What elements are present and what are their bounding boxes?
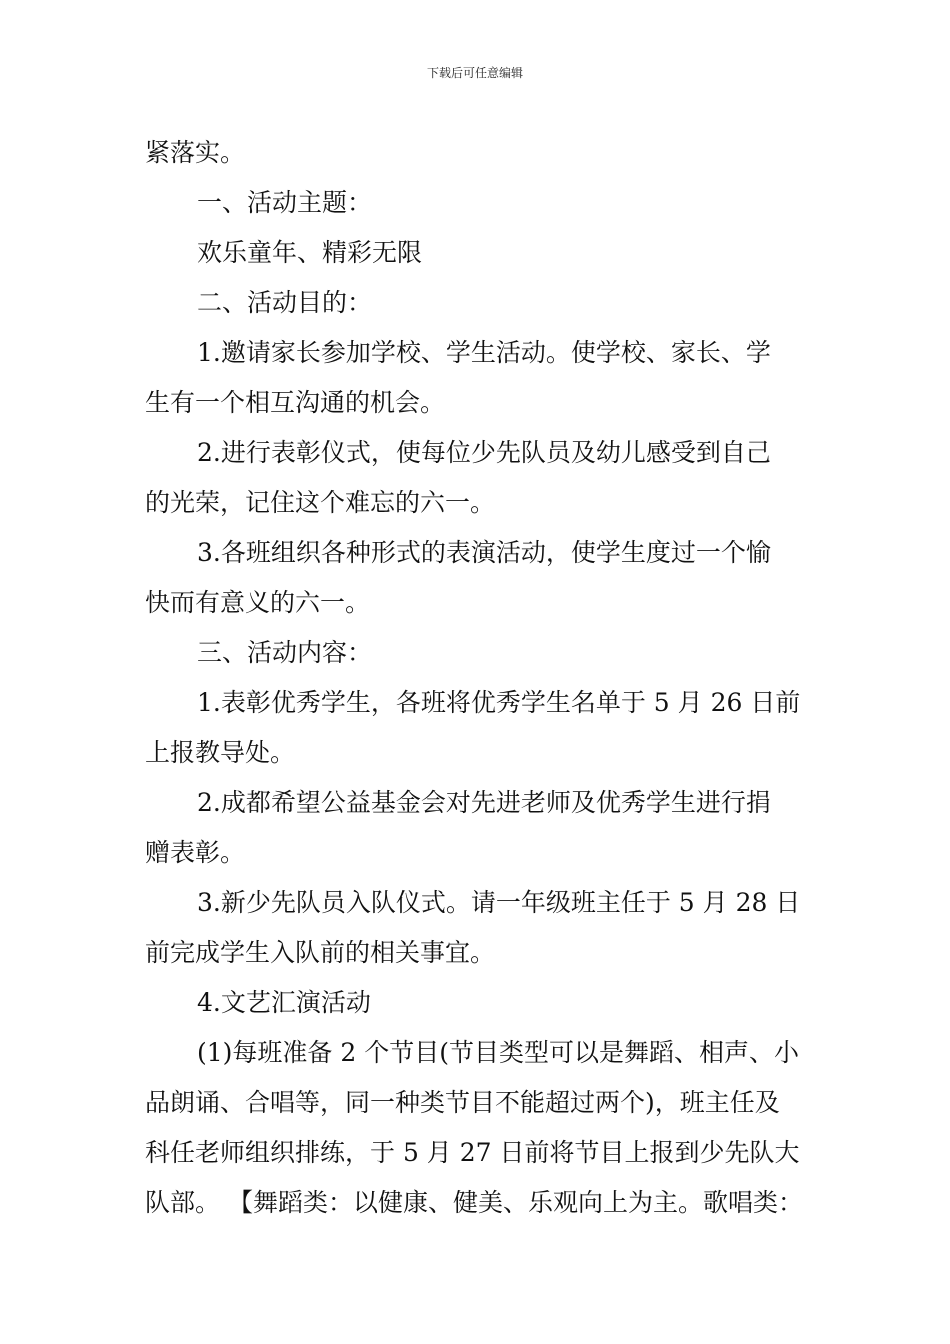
text-line: 2.进行表彰仪式，使每位少先队员及幼儿感受到自己 (197, 438, 771, 467)
section-heading: 一、活动主题： (197, 188, 373, 217)
text-line: 欢乐童年、精彩无限 (197, 238, 423, 267)
text-line: 品朗诵、合唱等，同一种类节目不能超过两个)，班主任及 (145, 1088, 780, 1117)
document-body (145, 128, 821, 1228)
section-heading: 三、活动内容： (197, 638, 373, 667)
text-line: 前完成学生入队前的相关事宜。 (145, 938, 496, 967)
text-line: 3.新少先队员入队仪式。请一年级班主任于 5 月 28 日 (197, 888, 801, 917)
text-line: 上报教导处。 (145, 738, 296, 767)
text-line: 1.邀请家长参加学校、学生活动。使学校、家长、学 (197, 338, 771, 367)
text-line: (1)每班准备 2 个节目(节目类型可以是舞蹈、相声、小 (197, 1038, 799, 1067)
text-line: 2.成都希望公益基金会对先进老师及优秀学生进行捐 (197, 788, 771, 817)
text-line: 4.文艺汇演活动 (197, 988, 371, 1017)
text-line: 队部。 【舞蹈类：以健康、健美、乐观向上为主。歌唱类： (145, 1188, 803, 1217)
text-line: 1.表彰优秀学生，各班将优秀学生名单于 5 月 26 日前 (197, 688, 801, 717)
text-line: 3.各班组织各种形式的表演活动，使学生度过一个愉 (197, 538, 771, 567)
text-line: 赠表彰。 (145, 838, 246, 867)
section-heading: 二、活动目的： (197, 288, 373, 317)
text-line: 的光荣，记住这个难忘的六一。 (145, 488, 496, 517)
text-line: 科任老师组织排练，于 5 月 27 日前将节目上报到少先队大 (145, 1138, 800, 1167)
text-line: 紧落实。 (145, 138, 246, 167)
text-line: 快而有意义的六一。 (145, 588, 371, 617)
text-line: 生有一个相互沟通的机会。 (145, 388, 446, 417)
page-header: 下载后可任意编辑 (426, 66, 523, 80)
